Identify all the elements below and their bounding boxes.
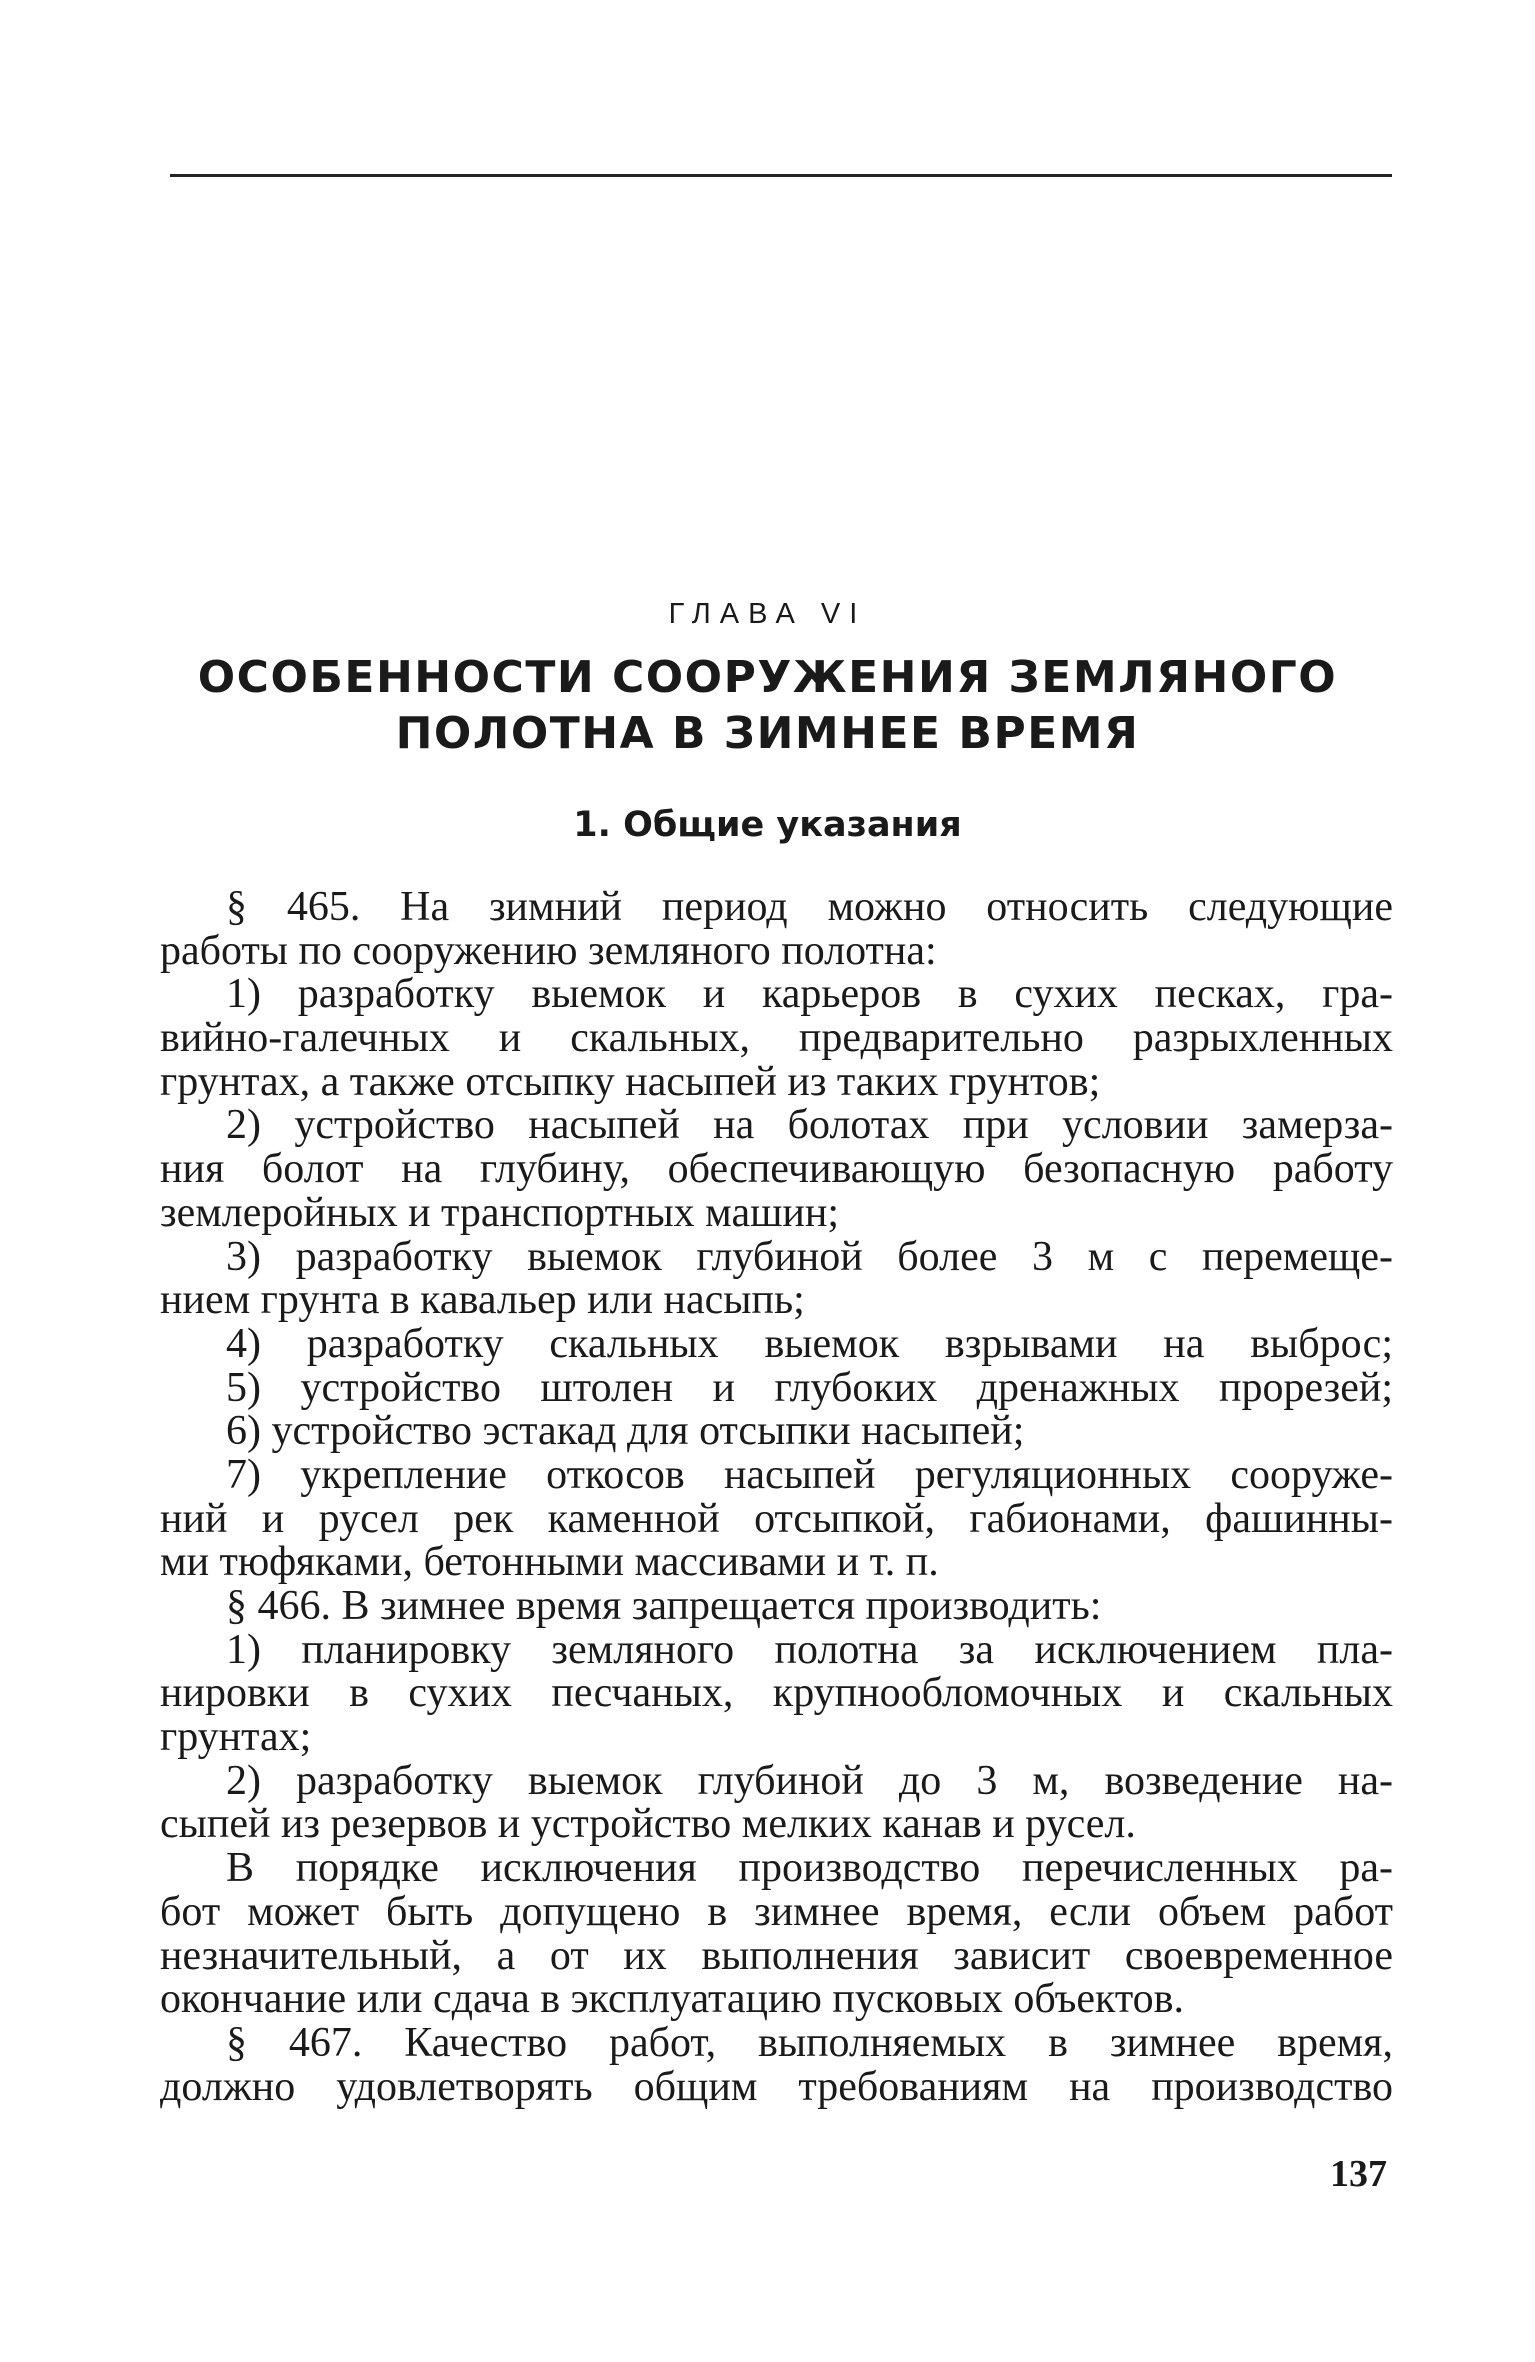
text-line: ний и русел рек каменной отсыпкой, габионами, фашинны-	[160, 1495, 1393, 1542]
text-line: работы по сооружению земляного полотна:	[160, 927, 937, 974]
page-number: 137	[1330, 2153, 1387, 2195]
text-line: должно удовлетворять общим требованиям на производство	[160, 2063, 1393, 2110]
text-line: 7) укрепление откосов насыпей регуляционных сооруже-	[226, 1451, 1393, 1498]
text-line: 5) устройство штолен и глубоких дренажных прорезей;	[226, 1364, 1393, 1411]
text-line: 2) устройство насыпей на болотах при условии замерза-	[226, 1102, 1393, 1149]
text-line: § 466. В зимнее время запрещается производить:	[226, 1583, 1102, 1629]
text-line: 1) разработку выемок и карьеров в сухих песках, гра-	[226, 971, 1393, 1018]
chapter-title-line: ОСОБЕННОСТИ СООРУЖЕНИЯ ЗЕМЛЯНОГО	[197, 652, 1338, 703]
text-line: землеройных и транспортных машин;	[160, 1189, 840, 1236]
chapter-label: ГЛАВА VI	[668, 598, 867, 630]
text-line: ния болот на глубину, обеспечивающую безопасную работу	[160, 1146, 1393, 1193]
chapter-title-line: ПОЛОТНА В ЗИМНЕЕ ВРЕМЯ	[395, 708, 1140, 759]
text-line: нием грунта в кавальер или насыпь;	[160, 1277, 805, 1324]
text-line: вийно-галечных и скальных, предварительно разрыхленных	[160, 1015, 1393, 1062]
text-line: 1) планировку земляного полотна за исключением пла-	[226, 1626, 1393, 1673]
body-text	[160, 886, 1393, 2109]
text-line: сыпей из резервов и устройство мелких канав и русел.	[160, 1801, 1136, 1848]
chapter-title	[0, 650, 1535, 762]
text-line: 3) разработку выемок глубиной более 3 м с перемеще-	[226, 1233, 1393, 1280]
text-line: ми тюфяками, бетонными массивами и т. п.	[160, 1539, 939, 1586]
text-line: 2) разработку выемок глубиной до 3 м, возведение на-	[226, 1757, 1393, 1804]
text-line: незначительный, а от их выполнения зависит своевременное	[160, 1932, 1393, 1979]
text-line: грунтах, а также отсыпку насыпей из таких грунтов;	[160, 1058, 1101, 1105]
text-line: § 467. Качество работ, выполняемых в зимнее время,	[226, 2019, 1393, 2066]
text-line: 4) разработку скальных выемок взрывами на выброс;	[226, 1320, 1393, 1367]
text-line: § 465. На зимний период можно относить следующие	[226, 884, 1393, 930]
text-line: окончание или сдача в эксплуатацию пусковых объектов.	[160, 1976, 1184, 2023]
text-line: бот может быть допущено в зимнее время, если объем работ	[160, 1888, 1393, 1935]
section-title: 1. Общие указания	[573, 805, 962, 845]
text-line: нировки в сухих песчаных, крупнообломочных и скальных	[160, 1670, 1393, 1717]
text-line: В порядке исключения производство перечисленных ра-	[226, 1845, 1393, 1892]
text-line: 6) устройство эстакад для отсыпки насыпей;	[226, 1408, 1025, 1455]
text-line: грунтах;	[160, 1714, 312, 1761]
top-rule	[170, 174, 1392, 177]
